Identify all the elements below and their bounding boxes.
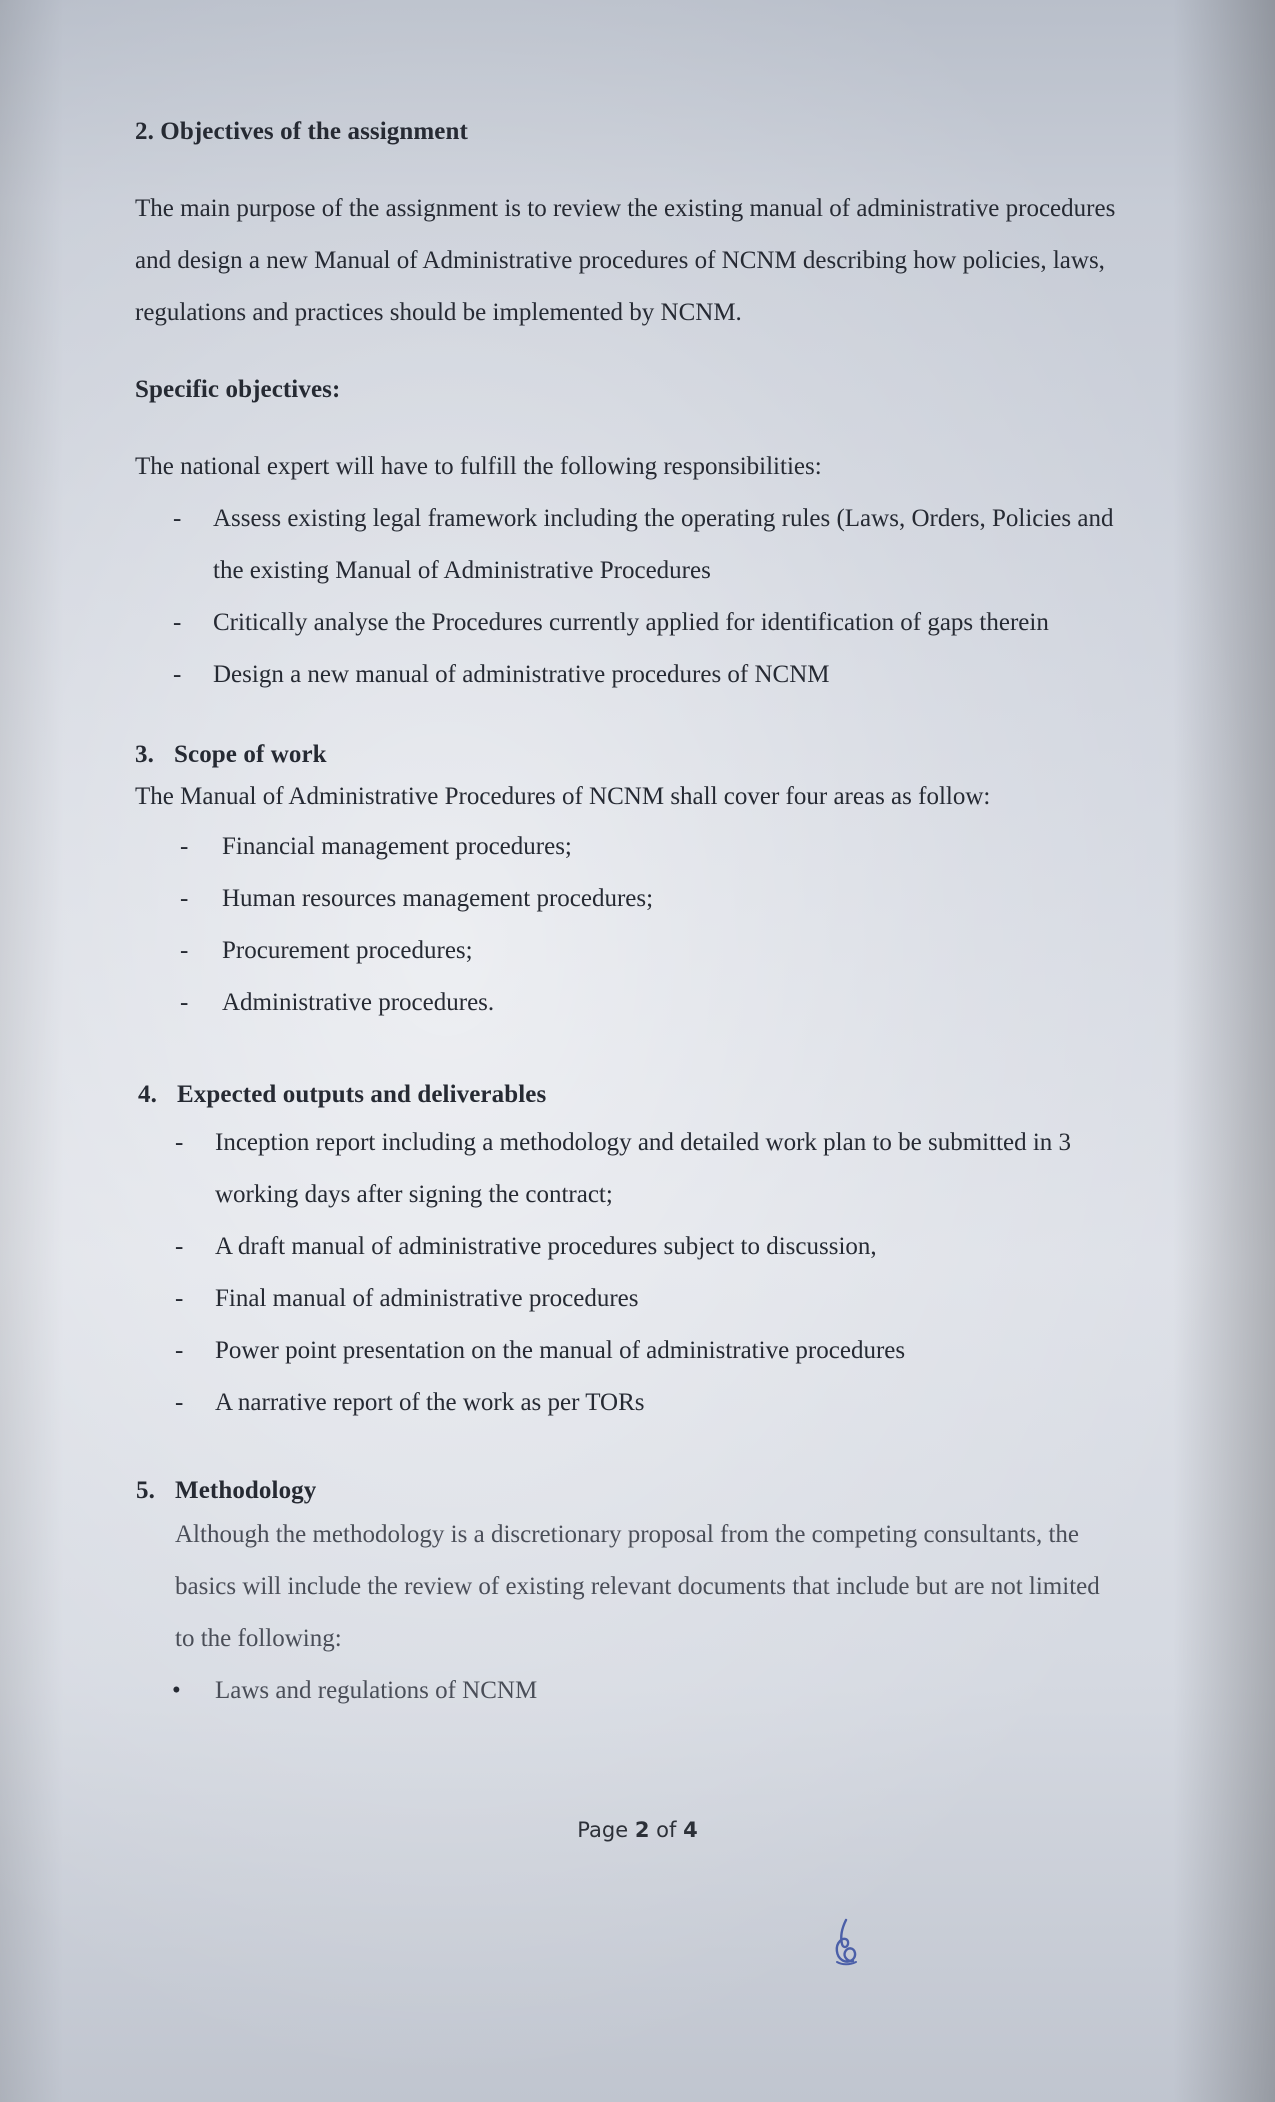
list-item-line: Final manual of administrative procedures (215, 1285, 639, 1312)
paragraph-line: basics will include the review of existing relevant documents that include but are not limited (175, 1573, 1100, 1600)
list-item-text: Procurement procedures; (222, 937, 473, 964)
list-item (175, 1221, 1155, 1273)
list-item-line: the existing Manual of Administrative Procedures (213, 557, 711, 584)
section-4-heading (135, 1081, 1155, 1109)
section-3-number: 3. (135, 741, 154, 768)
page-number-of: of (656, 1818, 677, 1842)
paragraph-line: Although the methodology is a discretionary proposal from the competing consultants, the (175, 1521, 1079, 1548)
dash-marker: - (173, 609, 182, 636)
section-3-title: Scope of work (174, 741, 327, 768)
section-3-heading (135, 741, 1155, 769)
list-item-text: Administrative procedures. (222, 989, 495, 1016)
specific-objectives-intro: The national expert will have to fulfill the following responsibilities: (135, 453, 822, 480)
section-5-title: Methodology (175, 1477, 317, 1504)
section-2-heading: 2. Objectives of the assignment (135, 118, 468, 145)
dash-marker: - (175, 1337, 184, 1364)
list-item (180, 873, 1155, 925)
list-item-text: Human resources management procedures; (222, 885, 654, 912)
list-item (173, 493, 1155, 597)
section-5-number: 5. (136, 1477, 155, 1504)
section-5-heading (135, 1477, 1155, 1505)
bullet-marker: • (172, 1677, 181, 1704)
scope-list (135, 821, 1155, 1029)
paragraph-line: to the following: (175, 1625, 342, 1652)
list-item-text: Laws and regulations of NCNM (215, 1677, 538, 1704)
dash-marker: - (180, 833, 189, 860)
specific-objectives-list (135, 493, 1155, 701)
paragraph-line: The main purpose of the assignment is to review the existing manual of administrative procedures (135, 195, 1116, 222)
list-item-line: A narrative report of the work as per TORs (215, 1389, 645, 1416)
list-item (172, 1665, 1155, 1717)
deliverables-list (135, 1117, 1155, 1429)
page-number-current: 2 (634, 1818, 650, 1842)
list-item (180, 977, 1155, 1029)
list-item-line: working days after signing the contract; (215, 1181, 613, 1208)
section-2-paragraph (135, 183, 1155, 339)
methodology-bullet-list (135, 1665, 1155, 1717)
section-4-number: 4. (138, 1081, 157, 1108)
page-number-total: 4 (683, 1818, 698, 1842)
handwritten-initials (828, 1918, 862, 1968)
document-body (135, 118, 1155, 1717)
list-item (173, 597, 1155, 649)
dash-marker: - (173, 661, 182, 688)
list-item (180, 821, 1155, 873)
section-4-title: Expected outputs and deliverables (177, 1081, 547, 1108)
list-item (173, 649, 1155, 701)
dash-marker: - (180, 989, 189, 1016)
list-item-line: Design a new manual of administrative procedures of NCNM (213, 661, 830, 688)
dash-marker: - (180, 885, 189, 912)
page-number (0, 1818, 1275, 1842)
list-item-line: Assess existing legal framework including the operating rules (Laws, Orders, Policies and (213, 505, 1114, 532)
dash-marker: - (175, 1233, 184, 1260)
paragraph-line: and design a new Manual of Administrative procedures of NCNM describing how policies, laws, (135, 247, 1105, 274)
section-3-intro: The Manual of Administrative Procedures of NCNM shall cover four areas as follow: (135, 783, 991, 810)
list-item (175, 1273, 1155, 1325)
dash-marker: - (175, 1285, 184, 1312)
page-number-prefix: Page (577, 1818, 629, 1842)
paragraph-line: regulations and practices should be implemented by NCNM. (135, 299, 742, 326)
dash-marker: - (173, 505, 182, 532)
list-item-line: Critically analyse the Procedures currently applied for identification of gaps therein (213, 609, 1049, 636)
section-5-paragraph (135, 1509, 1155, 1665)
dash-marker: - (175, 1129, 184, 1156)
list-item-text: Financial management procedures; (222, 833, 572, 860)
list-item (180, 925, 1155, 977)
dash-marker: - (175, 1389, 184, 1416)
list-item (175, 1377, 1155, 1429)
list-item (175, 1325, 1155, 1377)
list-item-line: A draft manual of administrative procedures subject to discussion, (215, 1233, 877, 1260)
dash-marker: - (180, 937, 189, 964)
list-item-line: Inception report including a methodology and detailed work plan to be submitted in 3 (215, 1129, 1072, 1156)
list-item-line: Power point presentation on the manual of administrative procedures (215, 1337, 906, 1364)
list-item (175, 1117, 1155, 1221)
specific-objectives-heading: Specific objectives: (135, 376, 341, 403)
